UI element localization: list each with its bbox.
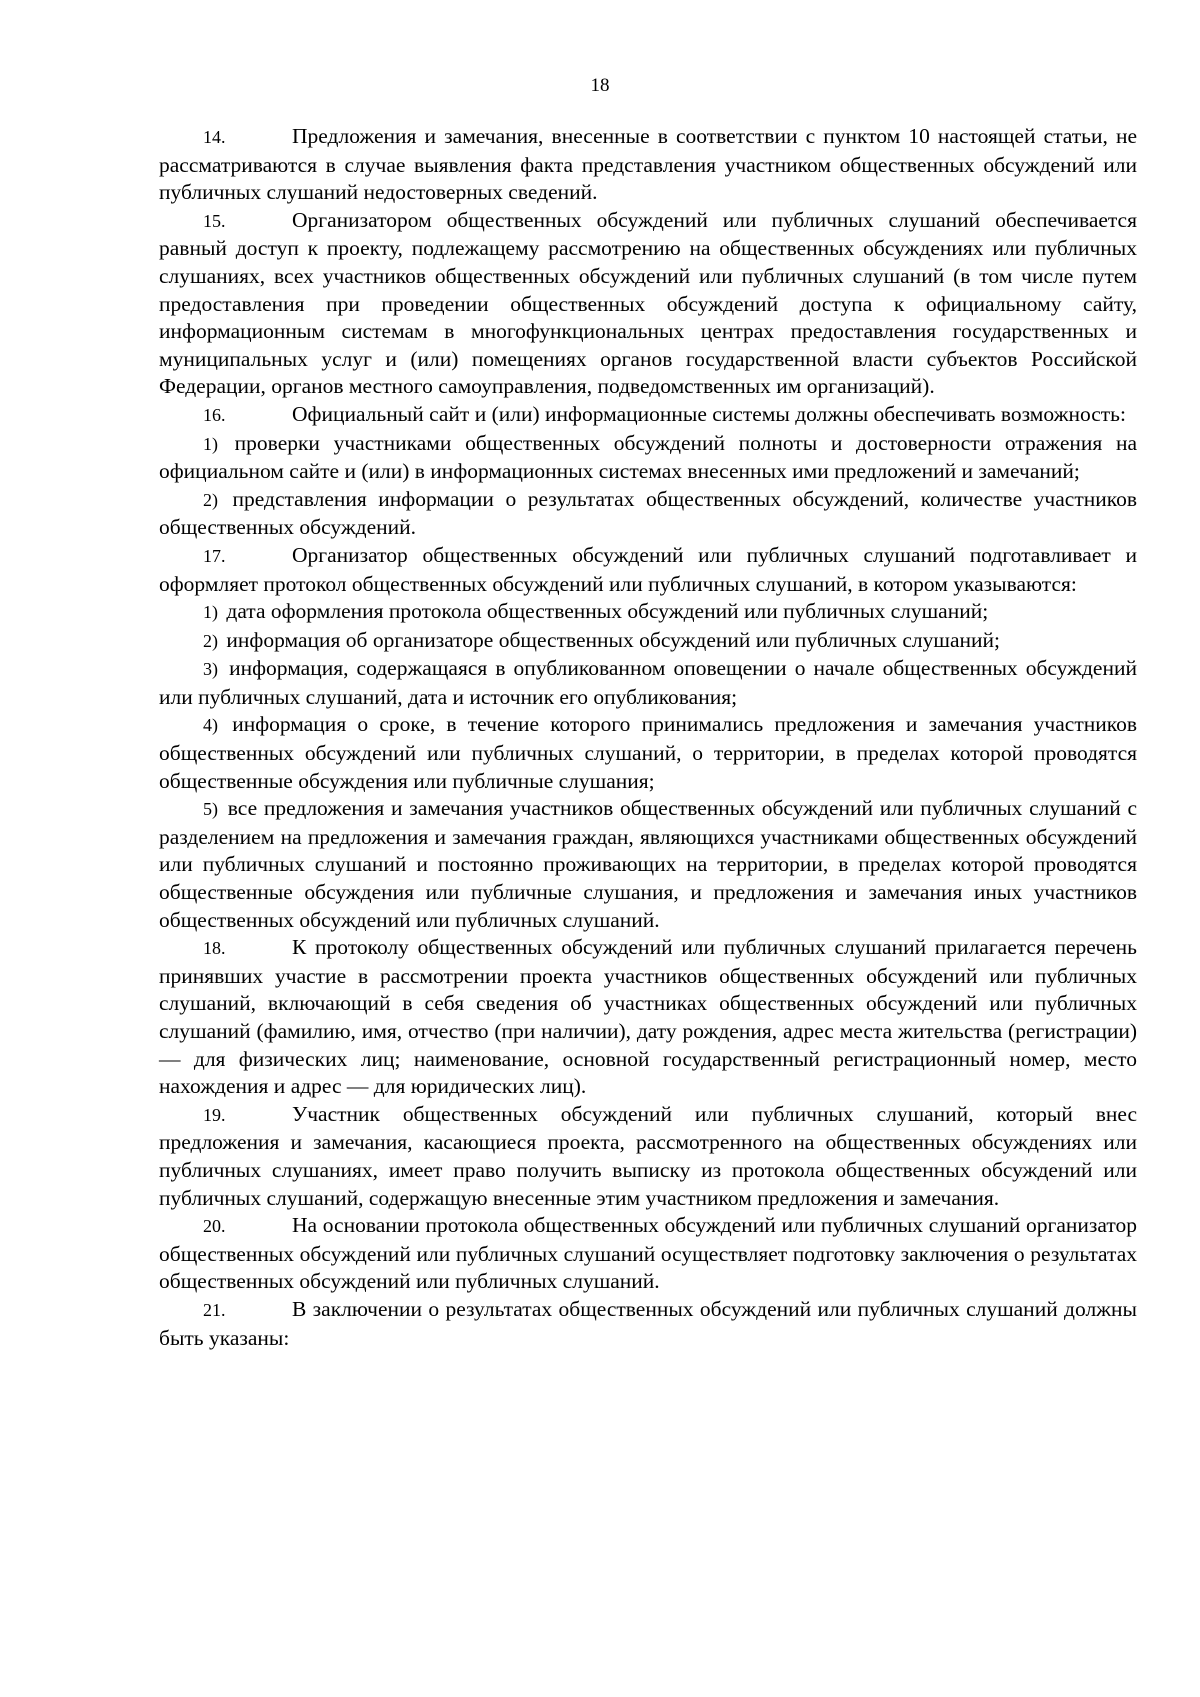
numbered-paragraph	[159, 1296, 1137, 1352]
list-item	[159, 598, 1137, 627]
list-item-number: 1)	[203, 433, 218, 454]
list-item-number: 1)	[203, 602, 218, 623]
paragraph-text: Участник общественных обсуждений или публичных слушаний, который внес предложения и замечания, касающиеся проекта, рассмотренного на общественных обсуждениях или публичных слушаниях, имеет право получить выписку из протокола общественных обсуждений или публичных слушаний, содержащую внесенные этим участником предложения и замечания.	[159, 1101, 1137, 1210]
numbered-paragraph	[159, 1212, 1137, 1296]
page-number: 18	[590, 75, 610, 96]
paragraph-text: Официальный сайт и (или) информационные системы должны обеспечивать возможность:	[292, 401, 1126, 426]
paragraph-number: 16.	[203, 404, 226, 425]
list-item-text: информация об организаторе общественных обсуждений или публичных слушаний;	[226, 627, 1000, 652]
list-item	[159, 711, 1137, 795]
paragraph-number: 19.	[203, 1104, 226, 1125]
paragraph-text: В заключении о результатах общественных обсуждений или публичных слушаний должны быть указаны:	[159, 1296, 1137, 1350]
list-item-text: информация о сроке, в течение которого принимались предложения и замечания участников общественных обсуждений или публичных слушаний, о территории, в пределах которой проводятся общественные обсуждения или публичные слушания;	[159, 712, 1137, 793]
numbered-paragraph	[159, 123, 1137, 207]
list-item	[159, 795, 1137, 934]
paragraph-number: 17.	[203, 545, 226, 566]
paragraph-text: Организатором общественных обсуждений или публичных слушаний обеспечивается равный доступ к проекту, подлежащему рассмотрению на общественных обсуждениях или публичных слушаниях, всех участников общественных обсуждений или публичных слушаний (в том числе путем предоставления при проведении общественных обсуждений доступа к официальному сайту, информационным системам в многофункциональных центрах предоставления государственных и муниципальных услуг и (или) помещениях органов государственной власти субъектов Российской Федерации, органов местного самоуправления, подведомственных им организаций).	[159, 207, 1137, 399]
list-item-text: представления информации о результатах общественных обсуждений, количестве участников общественных обсуждений.	[159, 486, 1137, 540]
paragraph-number: 21.	[203, 1299, 226, 1320]
list-item-number: 3)	[203, 659, 218, 680]
list-item-number: 4)	[203, 715, 218, 736]
list-item-number: 2)	[203, 630, 218, 651]
list-item-number: 2)	[203, 489, 218, 510]
numbered-paragraph	[159, 207, 1137, 401]
paragraph-number: 18.	[203, 938, 226, 959]
list-item	[159, 627, 1137, 656]
list-item-text: все предложения и замечания участников общественных обсуждений или публичных слушаний с разделением на предложения и замечания граждан, являющихся участниками общественных обсуждений или публичных слушаний и постоянно проживающих на территории, в пределах которой проводятся общественные обсуждения или публичные слушания, и предложения и замечания иных участников общественных обсуждений или публичных слушаний.	[159, 796, 1138, 932]
list-item	[159, 655, 1137, 711]
paragraph-text: Организатор общественных обсуждений или публичных слушаний подготавливает и оформляет протокол общественных обсуждений или публичных слушаний, в котором указываются:	[159, 542, 1137, 596]
paragraph-number: 15.	[203, 210, 226, 231]
list-item-number: 5)	[203, 799, 218, 820]
numbered-paragraph	[159, 934, 1137, 1101]
paragraph-number: 14.	[203, 127, 226, 147]
document-body	[159, 123, 1137, 1352]
paragraph-text: Предложения и замечания, внесенные в соответствии с пунктом 10 настоящей статьи, не рассматриваются в случае выявления факта представления участником общественных обсуждений или публичных слушаний недостоверных сведений.	[159, 124, 1137, 205]
list-item	[159, 486, 1137, 542]
numbered-paragraph	[159, 542, 1137, 598]
paragraph-text: К протоколу общественных обсуждений или публичных слушаний прилагается перечень принявших участие в рассмотрении проекта участников общественных обсуждений или публичных слушаний, включающий в себя сведения об участниках общественных обсуждений или публичных слушаний (фамилию, имя, отчество (при наличии), дату рождения, адрес места жительства (регистрации) — для физических лиц; наименование, основной государственный регистрационный номер, место нахождения и адрес — для юридических лиц).	[159, 935, 1137, 1099]
paragraph-text: На основании протокола общественных обсуждений или публичных слушаний организатор общественных обсуждений или публичных слушаний осуществляет подготовку заключения о результатах общественных обсуждений или публичных слушаний.	[159, 1213, 1137, 1294]
numbered-paragraph	[159, 1101, 1137, 1212]
list-item-text: дата оформления протокола общественных обсуждений или публичных слушаний;	[226, 599, 989, 624]
numbered-paragraph	[159, 401, 1137, 430]
list-item-text: информация, содержащаяся в опубликованном оповещении о начале общественных обсуждений или публичных слушаний, дата и источник его опубликования;	[159, 656, 1137, 709]
list-item	[159, 430, 1137, 486]
paragraph-number: 20.	[203, 1216, 226, 1237]
list-item-text: проверки участниками общественных обсуждений полноты и достоверности отражения на официальном сайте и (или) в информационных системах внесенных ими предложений и замечаний;	[159, 430, 1137, 484]
